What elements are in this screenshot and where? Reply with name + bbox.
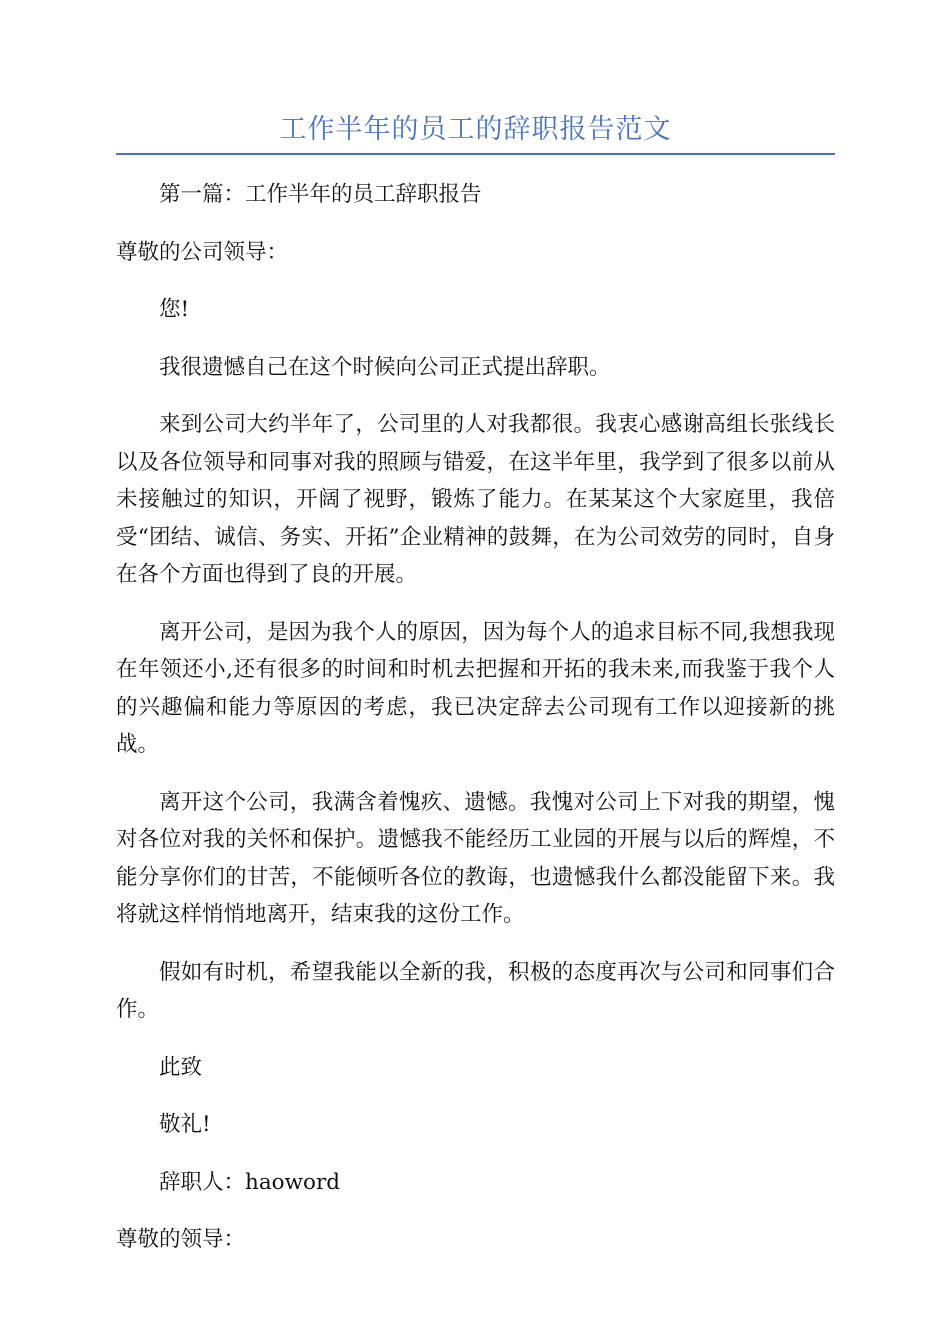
paragraph: 尊敬的领导： [116,1227,246,1252]
document-title: 工作半年的员工的辞职报告范文 [279,114,672,145]
paragraph: 假如有时机，希望我能以全新的我，积极的态度再次与公司和同事们合作。 [116,959,835,1022]
paragraph: 敬礼! [159,1112,211,1137]
paragraph: 我很遗憾自己在这个时候向公司正式提出辞职。 [159,354,611,380]
paragraph: 第一篇：工作半年的员工辞职报告 [159,182,482,207]
paragraph: 辞职人：haoword [159,1169,340,1195]
title-underline [116,153,835,155]
paragraph: 尊敬的公司领导： [116,239,289,265]
paragraph: 离开这个公司，我满含着愧疚、遗憾。我愧对公司上下对我的期望，愧对各位对我的关怀和保护。遗憾我不能经历工业园的开展与以后的辉煌，不能分享你们的甘苦，不能倾听各位的教诲，也遗憾我什么都没能留下来。我将就这样悄悄地离开，结束我的这份工作。 [116,789,835,927]
paragraph: 离开公司，是因为我个人的原因，因为每个人的追求目标不同,我想我现在年领还小,还有很多的时间和时机去把握和开拓的我未来,而我鉴于我个人的兴趣偏和能力等原因的考虑，我已决定辞去公司现有工作以迎接新的挑战。 [116,619,835,757]
paragraph: 您! [159,297,190,322]
document-body [116,176,835,1279]
paragraph: 来到公司大约半年了，公司里的人对我都很。我衷心感谢高组长张线长以及各位领导和同事对我的照顾与错爱，在这半年里，我学到了很多以前从未接触过的知识，开阔了视野，锻炼了能力。在某某这个大家庭里，我倍受“团结、诚信、务实、开拓”企业精神的鼓舞，在为公司效劳的同时，自身在各个方面也得到了良的开展。 [116,412,835,587]
paragraph: 此致 [159,1054,203,1080]
